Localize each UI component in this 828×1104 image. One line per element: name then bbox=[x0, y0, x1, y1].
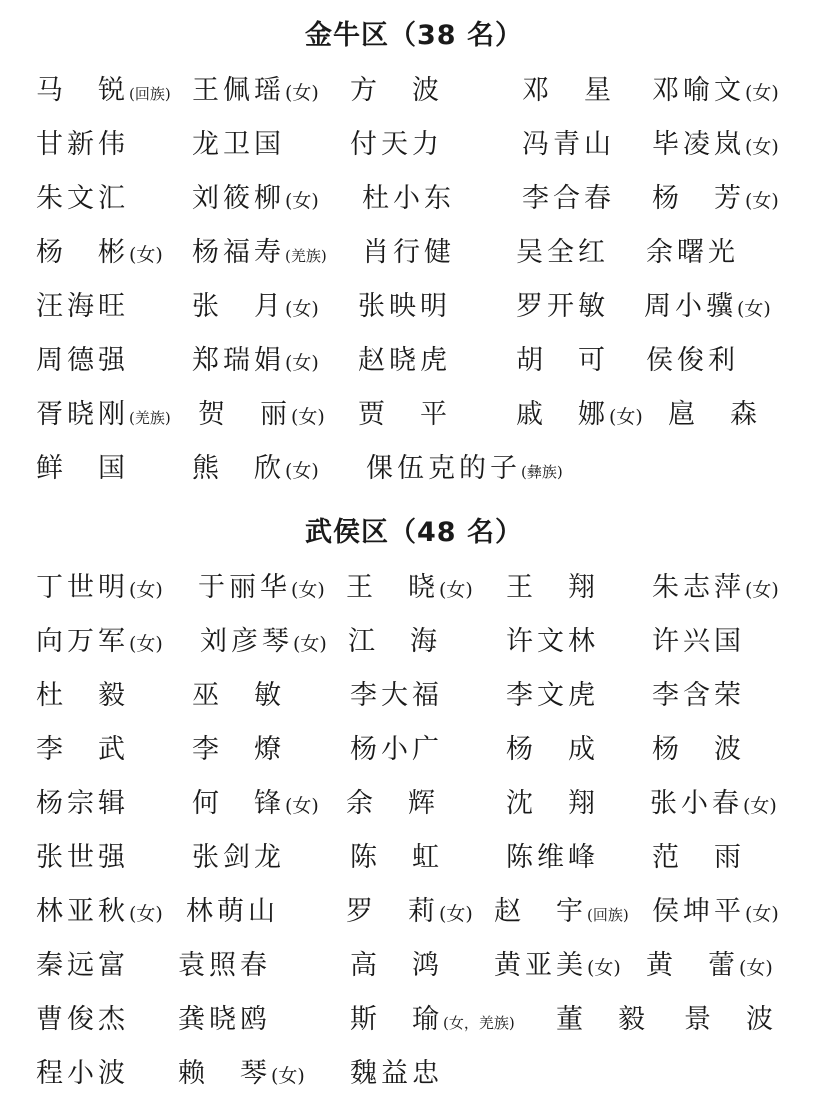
member-name: 林亚秋 bbox=[36, 896, 129, 927]
member-name: 斯 瑜 bbox=[350, 1004, 443, 1035]
member-entry bbox=[646, 226, 739, 280]
member-name: 于丽华 bbox=[198, 572, 291, 603]
member-entry bbox=[506, 561, 599, 615]
member-entry bbox=[516, 280, 609, 334]
member-entry bbox=[192, 226, 327, 280]
member-annotation: (羌族) bbox=[285, 247, 327, 265]
member-entry bbox=[646, 939, 773, 993]
member-name: 杨 成 bbox=[506, 734, 599, 765]
member-entry bbox=[36, 280, 129, 334]
member-name: 余 辉 bbox=[346, 788, 439, 819]
name-row bbox=[0, 831, 828, 885]
member-entry bbox=[522, 64, 615, 118]
member-entry bbox=[684, 993, 777, 1047]
member-name: 赵晓虎 bbox=[358, 345, 451, 376]
member-annotation: (女) bbox=[129, 244, 163, 266]
member-entry bbox=[36, 226, 163, 280]
member-annotation: (羌族) bbox=[129, 409, 171, 427]
member-name: 何 锋 bbox=[192, 788, 285, 819]
member-name: 陈维峰 bbox=[506, 842, 599, 873]
member-annotation: (女) bbox=[439, 903, 473, 925]
member-name: 周小骥 bbox=[644, 291, 737, 322]
member-name: 刘彦琴 bbox=[200, 626, 293, 657]
name-row bbox=[0, 1047, 828, 1101]
member-entry bbox=[36, 615, 163, 669]
member-name: 沈 翔 bbox=[506, 788, 599, 819]
member-entry bbox=[192, 669, 285, 723]
member-annotation: (女) bbox=[745, 579, 779, 601]
member-entry bbox=[350, 723, 443, 777]
member-name: 李 武 bbox=[36, 734, 129, 765]
member-annotation: (女) bbox=[293, 633, 327, 655]
name-row bbox=[0, 388, 828, 442]
member-annotation: (女) bbox=[271, 1065, 305, 1087]
member-entry bbox=[348, 615, 441, 669]
name-row bbox=[0, 172, 828, 226]
member-entry bbox=[516, 334, 609, 388]
member-annotation: (女) bbox=[285, 82, 319, 104]
member-annotation: (女) bbox=[285, 190, 319, 212]
member-name: 李合春 bbox=[522, 183, 615, 214]
member-entry bbox=[192, 723, 285, 777]
member-name: 黄亚美 bbox=[494, 950, 587, 981]
member-name: 邓喻文 bbox=[652, 75, 745, 106]
member-entry bbox=[644, 280, 771, 334]
member-entry bbox=[178, 993, 271, 1047]
member-entry bbox=[192, 64, 319, 118]
member-entry bbox=[192, 442, 319, 496]
member-entry bbox=[506, 615, 599, 669]
member-annotation: (女) bbox=[291, 406, 325, 428]
member-name: 张小春 bbox=[650, 788, 743, 819]
member-name: 侯俊利 bbox=[646, 345, 739, 376]
member-entry bbox=[192, 334, 319, 388]
member-name: 林萌山 bbox=[186, 896, 279, 927]
member-entry bbox=[652, 831, 745, 885]
member-entry bbox=[350, 831, 443, 885]
name-row bbox=[0, 723, 828, 777]
member-name: 王佩瑶 bbox=[192, 75, 285, 106]
member-entry bbox=[36, 64, 171, 118]
member-name: 陈 虹 bbox=[350, 842, 443, 873]
member-entry bbox=[350, 1047, 443, 1101]
member-entry bbox=[650, 777, 777, 831]
member-name: 李文虎 bbox=[506, 680, 599, 711]
member-name: 毕凌岚 bbox=[652, 129, 745, 160]
member-name: 景 波 bbox=[684, 1004, 777, 1035]
member-annotation: (女) bbox=[285, 795, 319, 817]
member-annotation: (女) bbox=[745, 903, 779, 925]
member-entry bbox=[522, 172, 615, 226]
member-name: 侯坤平 bbox=[652, 896, 745, 927]
member-annotation: (女) bbox=[439, 579, 473, 601]
member-name: 方 波 bbox=[350, 75, 443, 106]
member-entry bbox=[350, 993, 515, 1047]
member-entry bbox=[506, 669, 599, 723]
member-entry bbox=[178, 1047, 305, 1101]
member-entry bbox=[652, 885, 779, 939]
member-name: 倮伍克的子 bbox=[366, 453, 521, 484]
member-name: 冯青山 bbox=[522, 129, 615, 160]
member-name: 甘新伟 bbox=[36, 129, 129, 160]
member-name: 龙卫国 bbox=[192, 129, 285, 160]
member-name: 戚 娜 bbox=[516, 399, 609, 430]
member-name: 袁照春 bbox=[178, 950, 271, 981]
member-name: 高 鸿 bbox=[350, 950, 443, 981]
member-name: 马 锐 bbox=[36, 75, 129, 106]
member-entry bbox=[652, 561, 779, 615]
member-name: 肖行健 bbox=[362, 237, 455, 268]
member-annotation: (女) bbox=[129, 633, 163, 655]
name-row bbox=[0, 334, 828, 388]
member-annotation: (女) bbox=[743, 795, 777, 817]
member-entry bbox=[652, 172, 779, 226]
member-name: 王 翔 bbox=[506, 572, 599, 603]
member-annotation: (彝族) bbox=[521, 463, 563, 481]
member-entry bbox=[346, 885, 473, 939]
member-name: 张映明 bbox=[358, 291, 451, 322]
name-row bbox=[0, 669, 828, 723]
member-name: 吴全红 bbox=[516, 237, 609, 268]
member-name: 许文林 bbox=[506, 626, 599, 657]
member-entry bbox=[516, 388, 643, 442]
member-entry bbox=[350, 669, 443, 723]
member-name: 刘筱柳 bbox=[192, 183, 285, 214]
member-annotation: (女) bbox=[129, 903, 163, 925]
member-entry bbox=[652, 64, 779, 118]
member-entry bbox=[36, 939, 129, 993]
member-annotation: (女) bbox=[609, 406, 643, 428]
member-entry bbox=[192, 172, 319, 226]
name-row bbox=[0, 615, 828, 669]
member-name: 张剑龙 bbox=[192, 842, 285, 873]
member-entry bbox=[192, 118, 285, 172]
member-name: 程小波 bbox=[36, 1058, 129, 1089]
member-annotation: (女) bbox=[745, 136, 779, 158]
member-name: 秦远富 bbox=[36, 950, 129, 981]
member-name: 余曙光 bbox=[646, 237, 739, 268]
member-entry bbox=[652, 615, 745, 669]
member-entry bbox=[652, 118, 779, 172]
member-name: 张 月 bbox=[192, 291, 285, 322]
member-name: 张世强 bbox=[36, 842, 129, 873]
member-name: 王 晓 bbox=[346, 572, 439, 603]
member-entry bbox=[186, 885, 279, 939]
member-name: 朱志萍 bbox=[652, 572, 745, 603]
member-annotation: (女，羌族) bbox=[443, 1014, 515, 1032]
member-entry bbox=[494, 939, 621, 993]
member-entry bbox=[200, 615, 327, 669]
member-name: 黄 蕾 bbox=[646, 950, 739, 981]
member-name: 丁世明 bbox=[36, 572, 129, 603]
member-entry bbox=[36, 561, 163, 615]
member-name: 杜 毅 bbox=[36, 680, 129, 711]
name-row bbox=[0, 280, 828, 334]
member-entry bbox=[646, 334, 739, 388]
member-name: 范 雨 bbox=[652, 842, 745, 873]
member-name: 汪海旺 bbox=[36, 291, 129, 322]
member-name: 董 毅 bbox=[556, 1004, 649, 1035]
name-row bbox=[0, 226, 828, 280]
member-annotation: (女) bbox=[737, 298, 771, 320]
member-entry bbox=[556, 993, 649, 1047]
member-entry bbox=[36, 388, 171, 442]
member-entry bbox=[362, 226, 455, 280]
member-name: 杨福寿 bbox=[192, 237, 285, 268]
name-row bbox=[0, 885, 828, 939]
member-entry bbox=[36, 723, 129, 777]
name-row bbox=[0, 993, 828, 1047]
member-name: 李大福 bbox=[350, 680, 443, 711]
member-annotation: (回族) bbox=[129, 85, 171, 103]
member-name: 罗开敏 bbox=[516, 291, 609, 322]
member-name: 杨宗辑 bbox=[36, 788, 129, 819]
member-name: 江 海 bbox=[348, 626, 441, 657]
member-name: 郑瑞娟 bbox=[192, 345, 285, 376]
member-name: 杨 芳 bbox=[652, 183, 745, 214]
member-entry bbox=[506, 723, 599, 777]
name-row bbox=[0, 64, 828, 118]
member-entry bbox=[516, 226, 609, 280]
member-name: 李含荣 bbox=[652, 680, 745, 711]
member-entry bbox=[350, 118, 443, 172]
member-name: 巫 敏 bbox=[192, 680, 285, 711]
member-name: 向万军 bbox=[36, 626, 129, 657]
member-annotation: (女) bbox=[587, 957, 621, 979]
member-name: 杜小东 bbox=[362, 183, 455, 214]
member-name: 胡 可 bbox=[516, 345, 609, 376]
member-annotation: (女) bbox=[285, 352, 319, 374]
member-name: 朱文汇 bbox=[36, 183, 129, 214]
member-name: 魏益忠 bbox=[350, 1058, 443, 1089]
member-entry bbox=[192, 831, 285, 885]
member-entry bbox=[36, 777, 129, 831]
member-entry bbox=[358, 388, 451, 442]
member-entry bbox=[192, 280, 319, 334]
member-entry bbox=[506, 777, 599, 831]
name-row bbox=[0, 777, 828, 831]
member-entry bbox=[358, 280, 451, 334]
member-entry bbox=[362, 172, 455, 226]
member-name: 付天力 bbox=[350, 129, 443, 160]
member-annotation: (回族) bbox=[587, 906, 629, 924]
member-name: 熊 欣 bbox=[192, 453, 285, 484]
member-entry bbox=[652, 723, 745, 777]
name-row bbox=[0, 561, 828, 615]
member-entry bbox=[494, 885, 629, 939]
name-row bbox=[0, 118, 828, 172]
member-annotation: (女) bbox=[739, 957, 773, 979]
member-name: 邓 星 bbox=[522, 75, 615, 106]
member-entry bbox=[506, 831, 599, 885]
member-entry bbox=[346, 777, 439, 831]
member-name: 李 燎 bbox=[192, 734, 285, 765]
member-annotation: (女) bbox=[285, 460, 319, 482]
member-name: 贺 丽 bbox=[198, 399, 291, 430]
member-annotation: (女) bbox=[129, 579, 163, 601]
member-entry bbox=[36, 172, 129, 226]
member-entry bbox=[192, 777, 319, 831]
member-entry bbox=[36, 1047, 129, 1101]
member-entry bbox=[36, 118, 129, 172]
name-row bbox=[0, 442, 828, 496]
member-annotation: (女) bbox=[285, 298, 319, 320]
member-entry bbox=[198, 561, 325, 615]
member-name: 杨 波 bbox=[652, 734, 745, 765]
member-entry bbox=[668, 388, 761, 442]
member-annotation: (女) bbox=[745, 82, 779, 104]
member-entry bbox=[350, 64, 443, 118]
member-entry bbox=[198, 388, 325, 442]
member-name: 许兴国 bbox=[652, 626, 745, 657]
member-name: 曹俊杰 bbox=[36, 1004, 129, 1035]
member-entry bbox=[350, 939, 443, 993]
member-name: 杨小广 bbox=[350, 734, 443, 765]
member-entry bbox=[522, 118, 615, 172]
member-entry bbox=[358, 334, 451, 388]
member-name: 罗 莉 bbox=[346, 896, 439, 927]
member-name: 周德强 bbox=[36, 345, 129, 376]
member-entry bbox=[36, 669, 129, 723]
member-entry bbox=[652, 669, 745, 723]
member-entry bbox=[36, 993, 129, 1047]
member-name: 赵 宇 bbox=[494, 896, 587, 927]
member-name: 扈 森 bbox=[668, 399, 761, 430]
section-title-wuhou: 武侯区（48 名） bbox=[305, 517, 523, 548]
member-entry bbox=[36, 885, 163, 939]
member-annotation: (女) bbox=[745, 190, 779, 212]
member-entry bbox=[366, 442, 563, 496]
member-name: 赖 琴 bbox=[178, 1058, 271, 1089]
name-row bbox=[0, 939, 828, 993]
member-entry bbox=[178, 939, 271, 993]
member-name: 龚晓鸥 bbox=[178, 1004, 271, 1035]
member-name: 杨 彬 bbox=[36, 237, 129, 268]
member-entry bbox=[36, 442, 129, 496]
section-title-jinniu: 金牛区（38 名） bbox=[305, 20, 523, 51]
member-name: 胥晓刚 bbox=[36, 399, 129, 430]
member-entry bbox=[36, 334, 129, 388]
member-name: 鲜 国 bbox=[36, 453, 129, 484]
member-entry bbox=[346, 561, 473, 615]
member-entry bbox=[36, 831, 129, 885]
member-annotation: (女) bbox=[291, 579, 325, 601]
member-name: 贾 平 bbox=[358, 399, 451, 430]
